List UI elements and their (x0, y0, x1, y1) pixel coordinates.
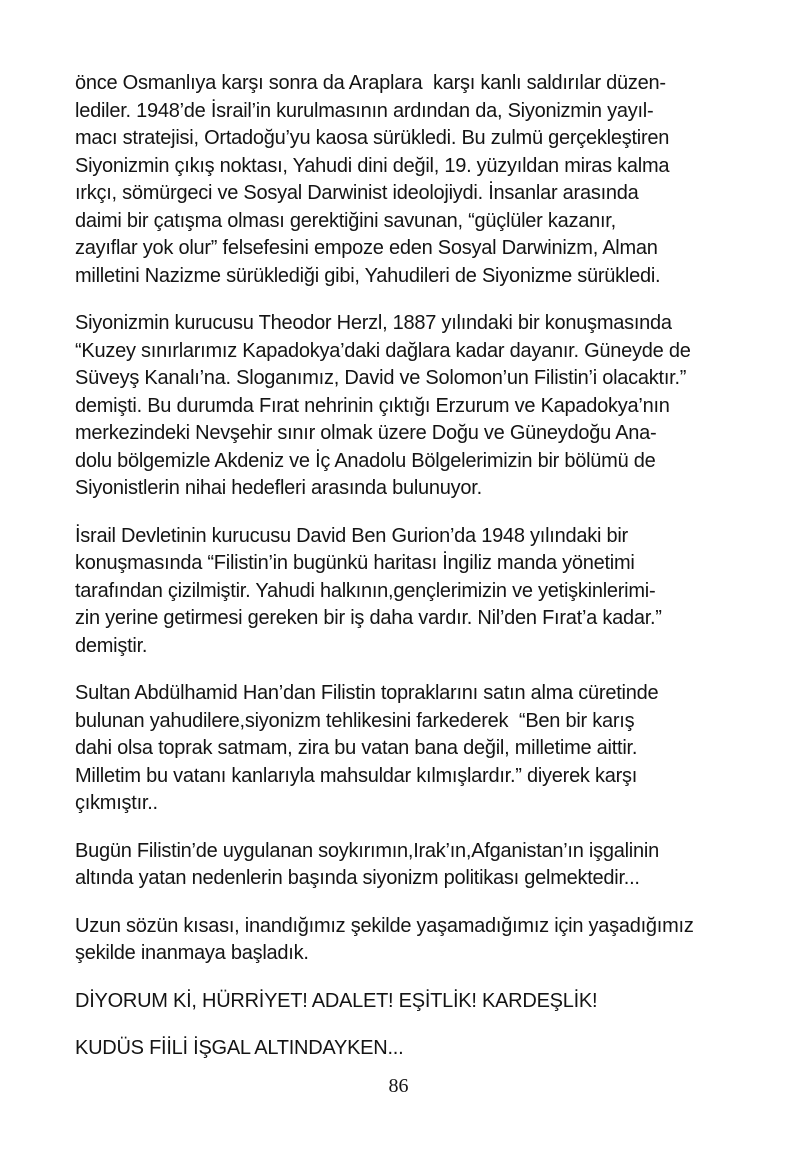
text-line: Uzun sözün kısası, inandığımız şekilde yaşamadığımız için yaşadığımız (75, 914, 694, 937)
paragraph (75, 310, 741, 503)
text-line: Siyonistlerin nihai hedefleri arasında bulunuyor. (75, 477, 482, 499)
paragraph (75, 523, 741, 661)
text-line: zin yerine getirmesi gereken bir iş daha vardır. Nil’den Fırat’a kadar.” (75, 607, 662, 629)
text-block (75, 70, 741, 1083)
text-line: bulunan yahudilere,siyonizm tehlikesini farkederek “Ben bir karış (75, 709, 635, 732)
text-line: dahi olsa toprak satmam, zira bu vatan bana değil, milletime aittir. (75, 737, 638, 759)
text-line: “Kuzey sınırlarımız Kapadokya’daki dağlara kadar dayanır. Güneyde de (75, 339, 691, 362)
text-line: konuşmasında “Filistin’in bugünkü haritası İngiliz manda yönetimi (75, 552, 635, 574)
text-line: KUDÜS FİİLİ İŞGAL ALTINDAYKEN... (75, 1037, 404, 1059)
page-number: 86 (388, 1075, 409, 1097)
paragraph (75, 838, 741, 893)
text-line: çıkmıştır.. (75, 792, 158, 814)
paragraph (75, 988, 741, 1016)
paragraph (75, 913, 741, 968)
text-line: Siyonizmin kurucusu Theodor Herzl, 1887 yılındaki bir konuşmasında (75, 312, 672, 334)
text-line: milletini Nazizme sürüklediği gibi, Yahudileri de Siyonizme sürükledi. (75, 264, 661, 287)
text-line: Süveyş Kanalı’na. Sloganımız, David ve Solomon’un Filistin’i olacaktır.” (75, 367, 687, 389)
text-line: daimi bir çatışma olması gerektiğini savunan, “güçlüler kazanır, (75, 209, 616, 232)
text-line: önce Osmanlıya karşı sonra da Araplara karşı kanlı saldırılar düzen- (75, 72, 666, 94)
text-line: tarafından çizilmiştir. Yahudi halkının,gençlerimizin ve yetişkinlerimi- (75, 579, 656, 602)
text-line: İsrail Devletinin kurucusu David Ben Gurion’da 1948 yılındaki bir (75, 524, 628, 547)
text-line: lediler. 1948’de İsrail’in kurulmasının ardından da, Siyonizmin yayıl- (75, 99, 654, 122)
text-line: demiştir. (75, 634, 148, 657)
text-line: Bugün Filistin’de uygulanan soykırımın,Irak’ın,Afganistan’ın işgalinin (75, 839, 659, 862)
paragraph (75, 70, 741, 290)
paragraph (75, 680, 741, 818)
text-line: zayıflar yok olur” felsefesini empoze eden Sosyal Darwinizm, Alman (75, 237, 658, 259)
text-line: dolu bölgemizle Akdeniz ve İç Anadolu Bölgelerimizin bir bölümü de (75, 449, 656, 472)
text-line: demişti. Bu durumda Fırat nehrinin çıktığı Erzurum ve Kapadokya’nın (75, 394, 670, 417)
paragraph (75, 1035, 741, 1063)
text-line: Siyonizmin çıkış noktası, Yahudi dini değil, 19. yüzyıldan miras kalma (75, 154, 670, 177)
text-line: şekilde inanmaya başladık. (75, 942, 309, 964)
text-line: macı stratejisi, Ortadoğu’yu kaosa sürükledi. Bu zulmü gerçekleştiren (75, 127, 670, 149)
text-line: Milletim bu vatanı kanlarıyla mahsuldar kılmışlardır.” diyerek karşı (75, 764, 638, 787)
text-line: merkezindeki Nevşehir sınır olmak üzere Doğu ve Güneydoğu Ana- (75, 422, 657, 444)
text-line: Sultan Abdülhamid Han’dan Filistin topraklarını satın alma cüretinde (75, 682, 659, 704)
text-line: ırkçı, sömürgeci ve Sosyal Darwinist ideolojiydi. İnsanlar arasında (75, 182, 639, 204)
text-line: altında yatan nedenlerin başında siyonizm politikası gelmektedir... (75, 867, 640, 889)
text-line: DİYORUM Kİ, HÜRRİYET! ADALET! EŞİTLİK! KARDEŞLİK! (75, 989, 598, 1012)
